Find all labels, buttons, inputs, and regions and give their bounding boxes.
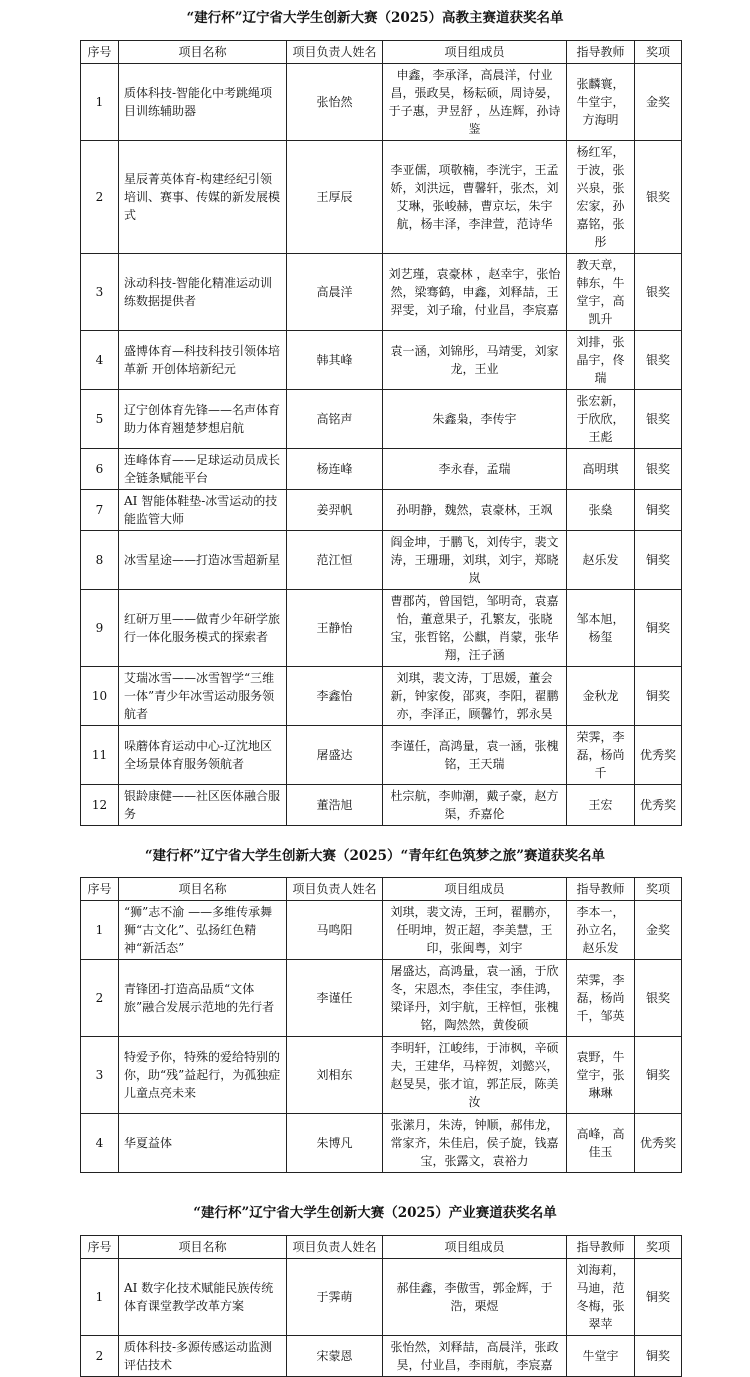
- header-members: 项目组成员: [383, 40, 567, 63]
- table-row: [81, 1114, 682, 1173]
- cell-project-name: 质体科技-多源传感运动监测评估技术: [119, 1335, 287, 1376]
- cell-members: 杜宗航，李帅潮，戴子豪，赵方渠，乔嘉伦: [383, 784, 567, 825]
- cell-project-name: 青锋团-打造高品质“文体旅”融合发展示范地的先行者: [119, 960, 287, 1037]
- cell-award: 铜奖: [635, 1037, 682, 1114]
- cell-no: 2: [81, 960, 119, 1037]
- cell-teachers: 杨红军，于波，张兴泉，张宏家，孙嘉铭，张彤: [567, 140, 635, 253]
- cell-members: 孙明静，魏然，袁豪林，王飒: [383, 489, 567, 530]
- table-header-row: [81, 878, 682, 901]
- header-project-name: 项目名称: [119, 40, 287, 63]
- cell-members: 李亚儒，项敬楠，李洸宇，王孟娇，刘洪远，曹馨轩，张杰，刘艾琳，张峻赫，曹京坛，朱宇航，杨丰泽，李津萱，范诗华: [383, 140, 567, 253]
- cell-members: 李明轩，江峻纬，于沛枫，辛硕夫，王建华，马梓贺，刘懿兴，赵旻昊，张才谊，郭芷辰，陈美汝: [383, 1037, 567, 1114]
- cell-leader: 刘相东: [287, 1037, 383, 1114]
- cell-leader: 杨连峰: [287, 448, 383, 489]
- cell-project-name: 冰雪星途——打造冰雪超新星: [119, 530, 287, 589]
- cell-award: 银奖: [635, 330, 682, 389]
- cell-no: 10: [81, 666, 119, 725]
- cell-teachers: 袁野，牛堂宇，张琳琳: [567, 1037, 635, 1114]
- cell-project-name: 特爱予你，特殊的爱给特别的你，助“残”益起行，为孤独症儿童点亮未来: [119, 1037, 287, 1114]
- cell-no: 5: [81, 389, 119, 448]
- cell-teachers: 王宏: [567, 784, 635, 825]
- table-row: [81, 666, 682, 725]
- cell-no: 12: [81, 784, 119, 825]
- cell-leader: 董浩旭: [287, 784, 383, 825]
- cell-members: 屠盛达，高鸿量，袁一涵，于欣冬，宋恩杰，李佳宝，李佳鸿，梁译丹，刘宇航，王梓恒，张槐铭，陶然然，黄俊硕: [383, 960, 567, 1037]
- header-award: 奖项: [635, 1235, 682, 1258]
- cell-leader: 姜羿帆: [287, 489, 383, 530]
- cell-teachers: 金秋龙: [567, 666, 635, 725]
- cell-leader: 李谨任: [287, 960, 383, 1037]
- header-award: 奖项: [635, 878, 682, 901]
- cell-award: 铜奖: [635, 1258, 682, 1335]
- cell-project-name: 辽宁创体育先锋——名声体育助力体育翘楚梦想启航: [119, 389, 287, 448]
- cell-no: 7: [81, 489, 119, 530]
- cell-no: 2: [81, 1335, 119, 1376]
- cell-award: 铜奖: [635, 489, 682, 530]
- cell-project-name: 泳动科技-智能化精准运动训练数据提供者: [119, 253, 287, 330]
- cell-project-name: 星辰菁英体育-构建经纪引领培训、赛事、传媒的新发展模式: [119, 140, 287, 253]
- table-row: [81, 784, 682, 825]
- header-teachers: 指导教师: [567, 40, 635, 63]
- cell-members: 李永春，孟瑞: [383, 448, 567, 489]
- table-row: [81, 1037, 682, 1114]
- table-row: [81, 253, 682, 330]
- cell-leader: 宋蒙恩: [287, 1335, 383, 1376]
- cell-members: 刘琪，裴文涛，王珂，翟鹏亦，任明坤，贺正超，李美慧，王印，张闽粤，刘宇: [383, 901, 567, 960]
- cell-leader: 王厚辰: [287, 140, 383, 253]
- cell-teachers: 邹本旭，杨玺: [567, 589, 635, 666]
- cell-members: 张潆月，朱涛，钟顺，郝伟龙，常家齐，朱佳启，侯子旋，钱嘉宝，张露文，袁裕力: [383, 1114, 567, 1173]
- cell-project-name: 盛博体育—科技科技引领体培革新 开创体培新纪元: [119, 330, 287, 389]
- header-teachers: 指导教师: [567, 1235, 635, 1258]
- cell-award: 银奖: [635, 140, 682, 253]
- cell-teachers: 张麟寰，牛堂宇，方海明: [567, 63, 635, 140]
- cell-project-name: 哚蘑体育运动中心-辽沈地区全场景体育服务领航者: [119, 725, 287, 784]
- cell-project-name: AI 数字化技术赋能民族传统体育课堂教学改革方案: [119, 1258, 287, 1335]
- table-row: [81, 140, 682, 253]
- cell-project-name: AI 智能体鞋垫-冰雪运动的技能监管大师: [119, 489, 287, 530]
- cell-leader: 王静怡: [287, 589, 383, 666]
- award-table-industry-track: [80, 1235, 682, 1377]
- table-header-row: [81, 40, 682, 63]
- award-table-red-track: [80, 877, 682, 1173]
- cell-members: 阎金坤，于鹏飞，刘传宇，裴文涛，王珊珊，刘琪，刘宇，郑晓岚: [383, 530, 567, 589]
- header-no: 序号: [81, 1235, 119, 1258]
- cell-teachers: 刘排，张晶宇，佟瑞: [567, 330, 635, 389]
- cell-teachers: 张燊: [567, 489, 635, 530]
- cell-award: 金奖: [635, 63, 682, 140]
- award-table-main-track: [80, 40, 682, 826]
- cell-teachers: 高峰，高佳玉: [567, 1114, 635, 1173]
- cell-members: 曹郡芮，曾国铠，邹明奇，袁嘉怡，董意果子，孔繁友，张晓宝，张哲铭，公麒，肖蒙，张华翔，汪子涵: [383, 589, 567, 666]
- table-row: [81, 589, 682, 666]
- cell-teachers: 李本一，孙立名，赵乐发: [567, 901, 635, 960]
- cell-members: 朱鑫枭，李传宇: [383, 389, 567, 448]
- cell-leader: 高晨洋: [287, 253, 383, 330]
- cell-award: 铜奖: [635, 666, 682, 725]
- cell-award: 银奖: [635, 389, 682, 448]
- header-members: 项目组成员: [383, 878, 567, 901]
- cell-members: 刘琪，裴文涛，丁思媛，董会新，钟家俊，邵爽，李阳，翟鹏亦，李泽正，顾馨竹，郭永昊: [383, 666, 567, 725]
- cell-award: 银奖: [635, 448, 682, 489]
- table-row: [81, 1258, 682, 1335]
- cell-no: 2: [81, 140, 119, 253]
- cell-award: 铜奖: [635, 1335, 682, 1376]
- section-title-red-track: “建行杯”辽宁省大学生创新大赛（2025）“青年红色筑梦之旅”赛道获奖名单: [144, 847, 606, 864]
- table-header-row: [81, 1235, 682, 1258]
- header-no: 序号: [81, 878, 119, 901]
- cell-award: 优秀奖: [635, 784, 682, 825]
- cell-leader: 屠盛达: [287, 725, 383, 784]
- cell-teachers: 荣霁，李磊，杨尚千，邹英: [567, 960, 635, 1037]
- cell-project-name: “狮”志不渝 ——多维传承舞狮“古文化”、弘扬红色精神“新活态”: [119, 901, 287, 960]
- cell-members: 申鑫，李承泽，高晨洋，付业昌，張政昊，杨耘硕，周诗晏，于子惠，尹昱舒 ，丛连辉，孙诗鉴: [383, 63, 567, 140]
- header-project-name: 项目名称: [119, 1235, 287, 1258]
- table-row: [81, 330, 682, 389]
- table-row: [81, 389, 682, 448]
- cell-teachers: 赵乐发: [567, 530, 635, 589]
- cell-leader: 范江恒: [287, 530, 383, 589]
- cell-teachers: 荣霁，李磊，杨尚千: [567, 725, 635, 784]
- cell-teachers: 牛堂宇: [567, 1335, 635, 1376]
- header-award: 奖项: [635, 40, 682, 63]
- cell-award: 铜奖: [635, 589, 682, 666]
- cell-award: 铜奖: [635, 530, 682, 589]
- cell-award: 优秀奖: [635, 725, 682, 784]
- header-no: 序号: [81, 40, 119, 63]
- cell-no: 1: [81, 1258, 119, 1335]
- cell-no: 3: [81, 253, 119, 330]
- header-leader: 项目负责人姓名: [287, 40, 383, 63]
- cell-project-name: 艾瑞冰雪——冰雪智学“三维一体”青少年冰雪运动服务领航者: [119, 666, 287, 725]
- cell-no: 11: [81, 725, 119, 784]
- cell-award: 银奖: [635, 960, 682, 1037]
- cell-teachers: 教天章，韩东，牛堂宇，高凯升: [567, 253, 635, 330]
- table-row: [81, 960, 682, 1037]
- cell-award: 银奖: [635, 253, 682, 330]
- cell-members: 刘艺瑾，袁豪林 ，赵幸宇，张怡然，梁骞鹤，申鑫，刘释喆，王羿雯，刘子瑜，付业昌，李宸嘉: [383, 253, 567, 330]
- header-leader: 项目负责人姓名: [287, 1235, 383, 1258]
- cell-no: 4: [81, 330, 119, 389]
- cell-leader: 韩其峰: [287, 330, 383, 389]
- cell-teachers: 刘海莉，马迪，范冬梅，张翠苹: [567, 1258, 635, 1335]
- header-leader: 项目负责人姓名: [287, 878, 383, 901]
- cell-leader: 马鸣阳: [287, 901, 383, 960]
- cell-leader: 张怡然: [287, 63, 383, 140]
- table-row: [81, 1335, 682, 1376]
- cell-members: 袁一涵，刘锦彤，马靖雯，刘家龙，王业: [383, 330, 567, 389]
- section-title-industry-track: “建行杯”辽宁省大学生创新大赛（2025）产业赛道获奖名单: [193, 1205, 557, 1222]
- cell-leader: 李鑫怡: [287, 666, 383, 725]
- cell-leader: 朱博凡: [287, 1114, 383, 1173]
- table-row: [81, 725, 682, 784]
- table-row: [81, 448, 682, 489]
- table-row: [81, 489, 682, 530]
- cell-project-name: 银龄康健——社区医体融合服务: [119, 784, 287, 825]
- cell-project-name: 连峰体育——足球运动员成长全链条赋能平台: [119, 448, 287, 489]
- cell-project-name: 质体科技-智能化中考跳绳项目训练辅助器: [119, 63, 287, 140]
- cell-leader: 于霁萌: [287, 1258, 383, 1335]
- cell-project-name: 红研万里——做青少年研学旅行一体化服务模式的探索者: [119, 589, 287, 666]
- cell-no: 9: [81, 589, 119, 666]
- cell-leader: 高铭声: [287, 389, 383, 448]
- section-title-main-track: “建行杯”辽宁省大学生创新大赛（2025）高教主赛道获奖名单: [186, 10, 564, 26]
- header-teachers: 指导教师: [567, 878, 635, 901]
- table-row: [81, 901, 682, 960]
- header-members: 项目组成员: [383, 1235, 567, 1258]
- cell-members: 郝佳鑫，李傲雪，郭金辉，于浩，栗煜: [383, 1258, 567, 1335]
- cell-no: 4: [81, 1114, 119, 1173]
- cell-teachers: 张宏新，于欣欣，王彪: [567, 389, 635, 448]
- table-row: [81, 63, 682, 140]
- header-project-name: 项目名称: [119, 878, 287, 901]
- cell-teachers: 高明琪: [567, 448, 635, 489]
- cell-no: 3: [81, 1037, 119, 1114]
- cell-no: 6: [81, 448, 119, 489]
- cell-members: 李谨任，高鸿量，袁一涵，张槐铭，王天瑞: [383, 725, 567, 784]
- table-row: [81, 530, 682, 589]
- cell-members: 张怡然，刘释喆，高晨洋，张政昊，付业昌，李雨航，李宸嘉: [383, 1335, 567, 1376]
- cell-award: 优秀奖: [635, 1114, 682, 1173]
- cell-no: 1: [81, 63, 119, 140]
- cell-no: 1: [81, 901, 119, 960]
- cell-award: 金奖: [635, 901, 682, 960]
- cell-project-name: 华夏益体: [119, 1114, 287, 1173]
- cell-no: 8: [81, 530, 119, 589]
